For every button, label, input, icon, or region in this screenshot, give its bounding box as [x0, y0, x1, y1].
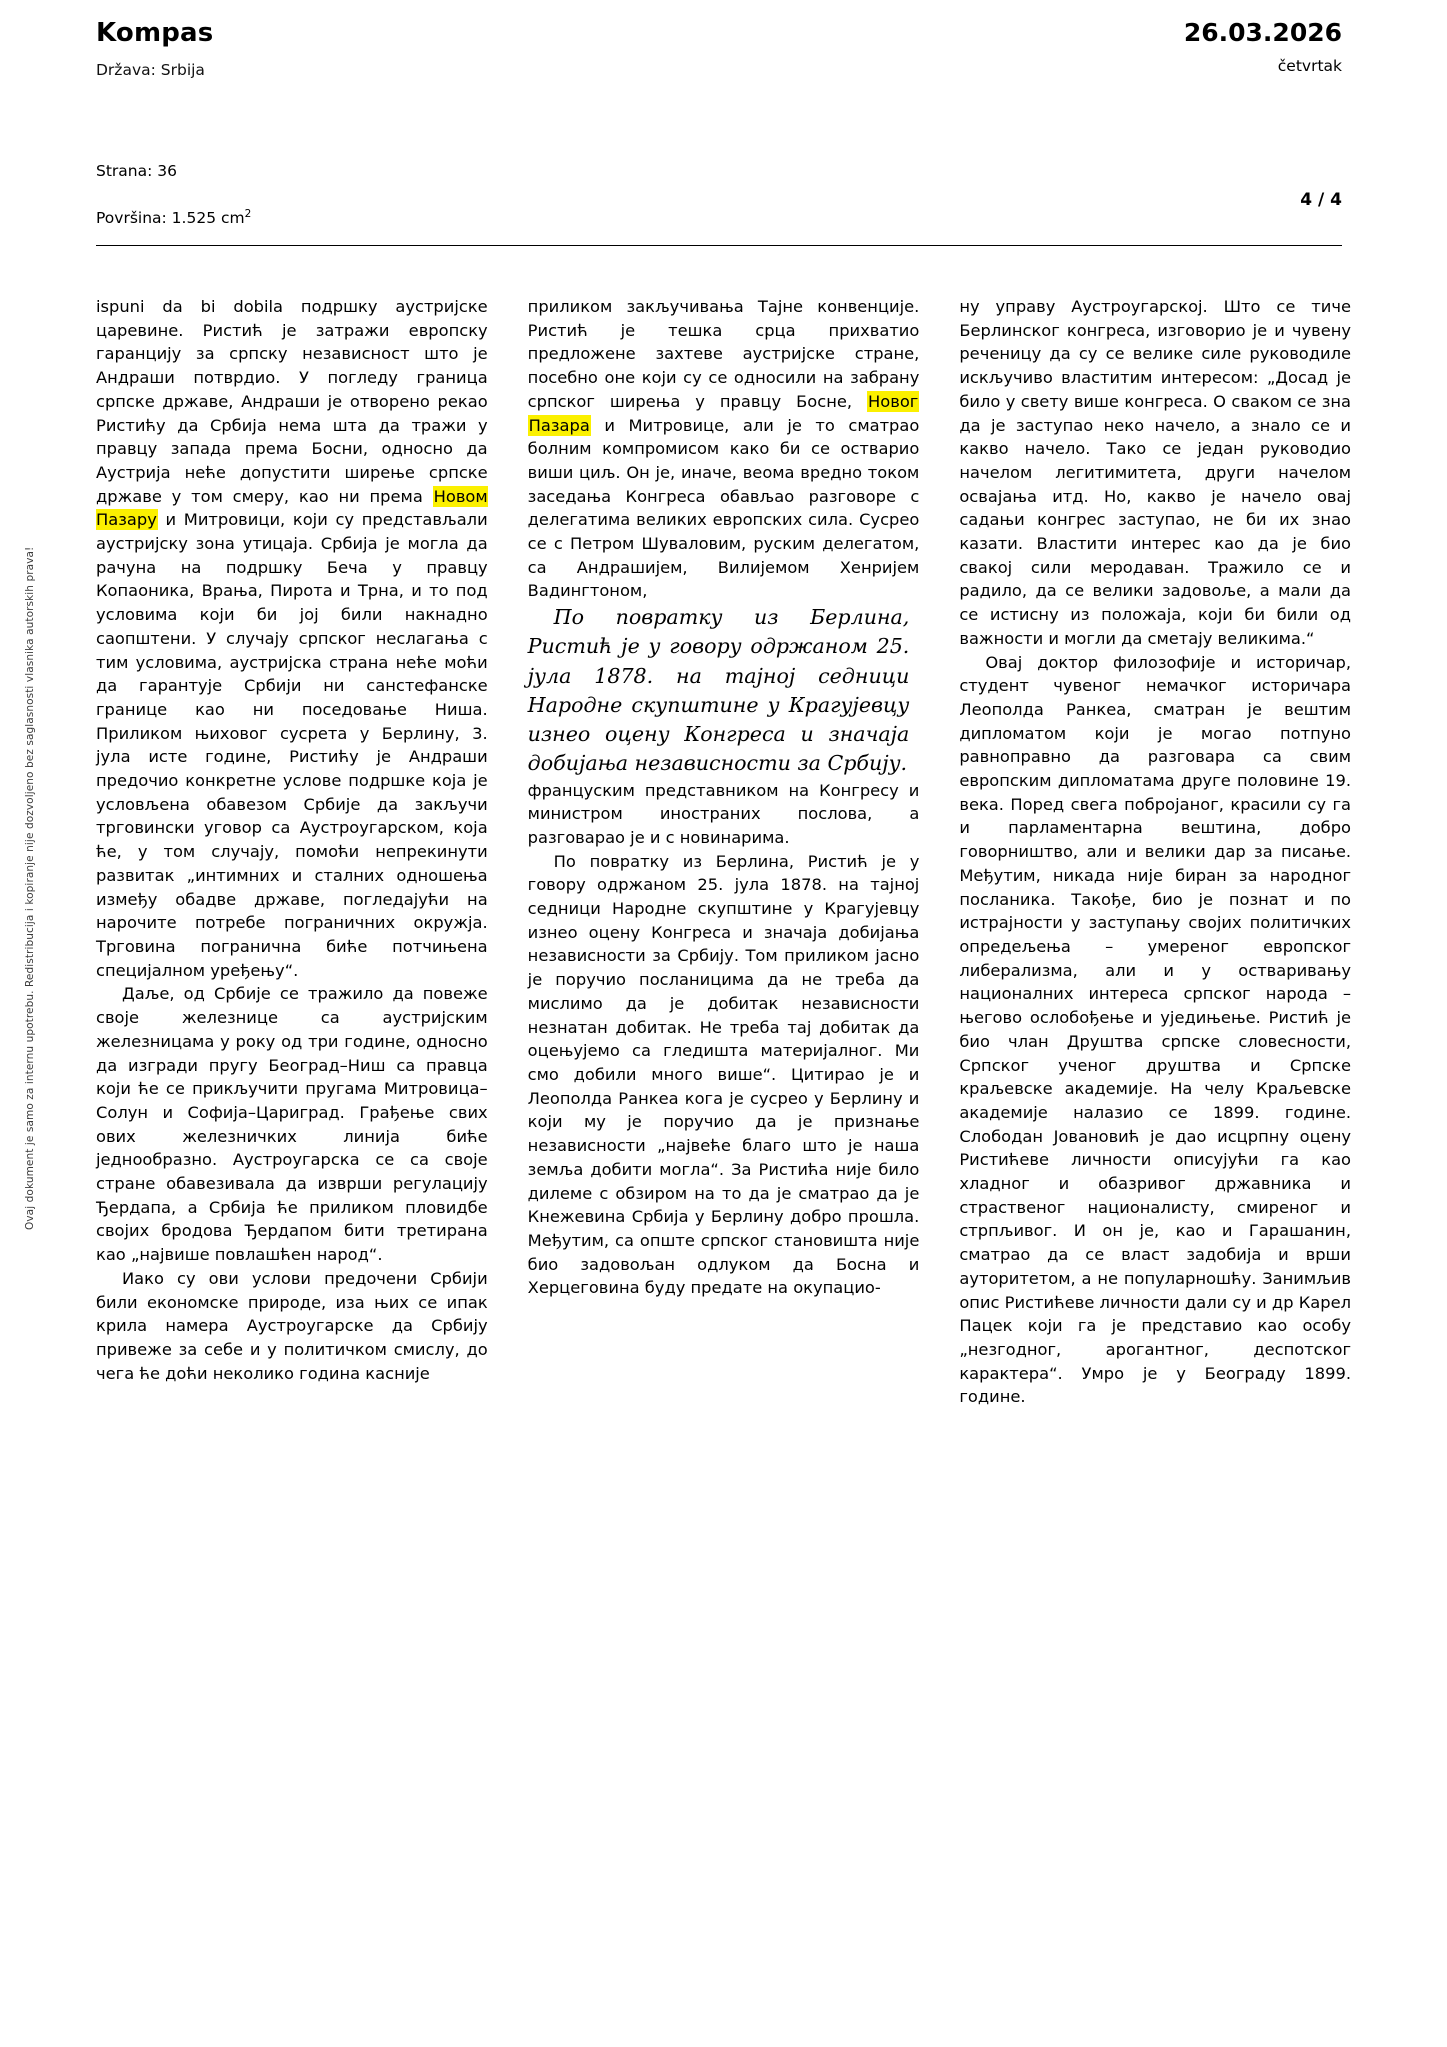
column-2: [528, 295, 920, 1995]
copyright-note: Ovaj dokument je samo za internu upotrebu. Redistribucija i kopiranje nije dozvoljeno bez saglasnosti vlasnika autorskih prava!: [24, 546, 36, 1230]
date-block: [1184, 18, 1342, 75]
brand-title: Kompas: [96, 18, 214, 48]
paragraph: [96, 295, 488, 982]
article-body: [96, 295, 1351, 1995]
paragraph: Овај доктор филозофије и историчар, студент чувеног немачког историчара Леополда Ранкеа, сматран је вештим дипломатом који је могао потпуно равноправно да разговара са свим европским дипломатама друге половине 19. века. Поред свега побројаног, красили су га и парламентарна вештина, добро говорништво, али и велики дар за писање. Међутим, никада није биран за народног посланика. Такође, био је познат и по истрајности у заступању својих политичких опредељења – умереног европског либерализма, али и у остваривању националних интереса српског народа – његово ослобођење и уједињење. Ристић је био члан Друштва српске словесности, Српског ученог друштва и Српске краљевске академије. На челу Краљевске академије налазио се 1899. године. Слободан Јовановић је дао исцрпну оцену Ристићеве личности описујући га као хладног и обазривог државника и страственог националисту, смиреног и стрпљивог. И он је, као и Гарашанин, сматрао да се власт задобија и врши ауторитетом, а не популарношћу. Занимљив опис Ристићеве личности дали су и др Карел Пацек који га је представио као особу „незгодног, арогантног, деспотског карактера“. Умро је у Београду 1899. године.: [959, 652, 1352, 1407]
para-text: приликом закључивања Тајне конвенције. Ристић је тешка срца прихватио предложене захтеве аустријске стране, посебно оне који су се односили на забрану српског ширења у правцу Босне,: [527, 297, 920, 411]
highlight-novom-pazaru: Новом Пазару: [96, 486, 488, 530]
highlight-pazara: Пазара: [528, 415, 590, 435]
column-3: [959, 295, 1351, 1995]
page-header: [96, 18, 1342, 79]
page-counter: 4 / 4: [1300, 190, 1342, 210]
para-text-cont: и Митровице, али је то сматрао болним компромисом како би се остварио виши циљ. Он је, иначе, веома вредно током заседања Конгреса обављао разговоре с делегатима великих европских сила. Сусрео се с Петром Шуваловим, руским делегатом, са Андрашијем, Вилијемом Хенријем Вадингтоном,: [527, 415, 920, 601]
paragraph: По повратку из Берлина, Ристић је у говору одржаном 25. јула 1878. на тајној седници Народне скупштине у Крагујевцу изнео оцену Конгреса и значаја добијања независности за Србију. Том приликом јасно је поручио посланицима да не треба да мислимо да је добитак независности незнатан добитак. Не треба тај добитак да оцењујемо са гледишта материјалног. Ми смо добили много више“. Цитирао је и Леополда Ранкеа кога је сусрео у Берлину и који му је поручио да је признање независности „највеће благо што је наша земља добити могла“. За Ристића није било дилеме с обзиром на то да је сматрао да је Кнежевина Србија у Берлину добро прошла. Међутим, са опште српског становишта није био задовољан одлуком да Босна и Херцеговина буду предате на окупацио-: [527, 851, 920, 1298]
area-value: Površina: 1.525 cm: [96, 209, 245, 228]
para-text-cont: и Митровици, који су представљали аустријску зона утицаја. Србија је могла да рачуна на подршку Беча у правцу Копаоника, Врања, Пирота и Трна, и то под условима који би јој били накнадно саопштени. У случају српског неслагања с тим условима, аустријска страна неће моћи да гарантује Србији ни санстефанске границе као ни поседовање Ниша. Приликом њиховог сусрета у Берлину, 3. јула исте године, Ристићу је Андраши предочио конкретне услове подршке која је условљена обавезом Србије да закључи трговински уговор са Аустроугарском, која ће, у том случају, помоћи непрекинути развитак „интимних и сталних одношења између обадве државе, погледајући на нарочите потребе пограничних окружја. Трговина погранична биће потчињена специјалном уређењу“.: [96, 510, 488, 980]
highlight-novog: Новог: [868, 391, 919, 411]
area-exponent: 2: [244, 208, 252, 220]
paragraph: ну управу Аустроугарској. Што се тиче Берлинског конгреса, изговорио је и чувену реченицу да су се велике силе руководиле искључиво властитим интересом: „Досад је било у свету више конгреса. О сваком се зна да је заступао неко начело, а знало се и какво начело. Тако се један руководио начелом легитимитета, други начелом освајања итд. Но, какво је начело овај садањи конгрес заступао, не би их знао казати. Властити интерес као да је био свакој сили меродаван. Тражило се и радило, да се велики задовоље, а мали да се истисну из положаја, који би били од важности и могли да сметају великима.“: [959, 297, 1352, 648]
paragraph: Иако су ови услови предочени Србији били економске природе, иза њих се ипак крила намера Аустроугарске да Србију привеже за себе и у политичком смислу, до чега ће доћи неколико година касније: [96, 1268, 488, 1383]
pull-quote: По повратку из Берлина, Ристић је у говору одржаном 25. јула 1878. на тајној седници Народне скупштине у Крагујевцу изнео оцену Конгреса и значаја добијања независности за Србију.: [527, 605, 910, 776]
paragraph: француским представником на Конгресу и министром иностраних послова, а разговарао је и с новинарима.: [527, 780, 920, 847]
publication-weekday: četvrtak: [1277, 57, 1342, 75]
page-meta: [96, 162, 1342, 227]
publication-date: 26.03.2026: [1183, 18, 1342, 47]
area-label: [96, 208, 1342, 227]
header-divider: [96, 245, 1342, 246]
column-1: [96, 295, 488, 1995]
paragraph: Даље, од Србије се тражило да повеже своје железнице са аустријским железницама у року од три године, односно да изгради пругу Београд–Ниш са правца који ће се прикључити пругама Митровица–Солун и Софија–Цариград. Грађење свих ових железничких линија биће једнообразно. Аустроугарска се са своје стране обавезивала да изврши регулацију Ђердапа, а Србија ће приликом пловидбе својих бродова Ђердапом бити третирана као „највише повлашћен народ“.: [96, 984, 488, 1265]
country-label: Država: Srbija: [96, 61, 205, 79]
page-number-label: Strana: 36: [96, 162, 177, 180]
para-text: ispuni da bi dobila подршку аустријске царевине. Ристић је затражи европску гаранцију за српску независност што је Андраши потврдио. У погледу граница српске државе, Андраши је отворено рекао Ристићу да Србија нема шта да тражи у правцу запада према Босни, односно да Аустрија неће допустити ширење српске државе у том смеру, као ни према: [96, 297, 488, 506]
paragraph: [528, 295, 920, 603]
